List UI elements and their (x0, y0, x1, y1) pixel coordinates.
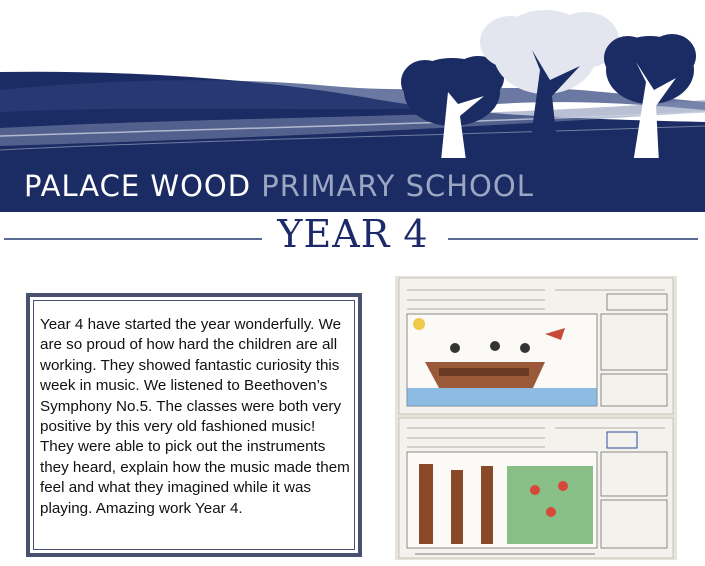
page-title: YEAR 4 (277, 212, 429, 256)
title-divider-left (4, 238, 262, 240)
school-name-secondary: PRIMARY SCHOOL (261, 169, 534, 203)
children-music-worksheets-photo (395, 276, 677, 560)
article-frame (26, 293, 362, 557)
worksheets-illustration (395, 276, 677, 560)
title-divider-right (448, 238, 698, 240)
school-name-primary: PALACE WOOD (24, 169, 252, 203)
school-banner (0, 0, 705, 212)
article-body: Year 4 have started the year wonderfully. We are so proud of how hard the children are all working. They showed fantastic curiosity this week in music. We listened to Beethoven’s Symphony No.5. The classes were both very positive by this very old fashioned music! They were able to pick out the instruments they heard, explain how the music made them feel and what they imagined while it was playing. Amazing work Year 4. (33, 300, 355, 550)
school-name (24, 169, 534, 203)
